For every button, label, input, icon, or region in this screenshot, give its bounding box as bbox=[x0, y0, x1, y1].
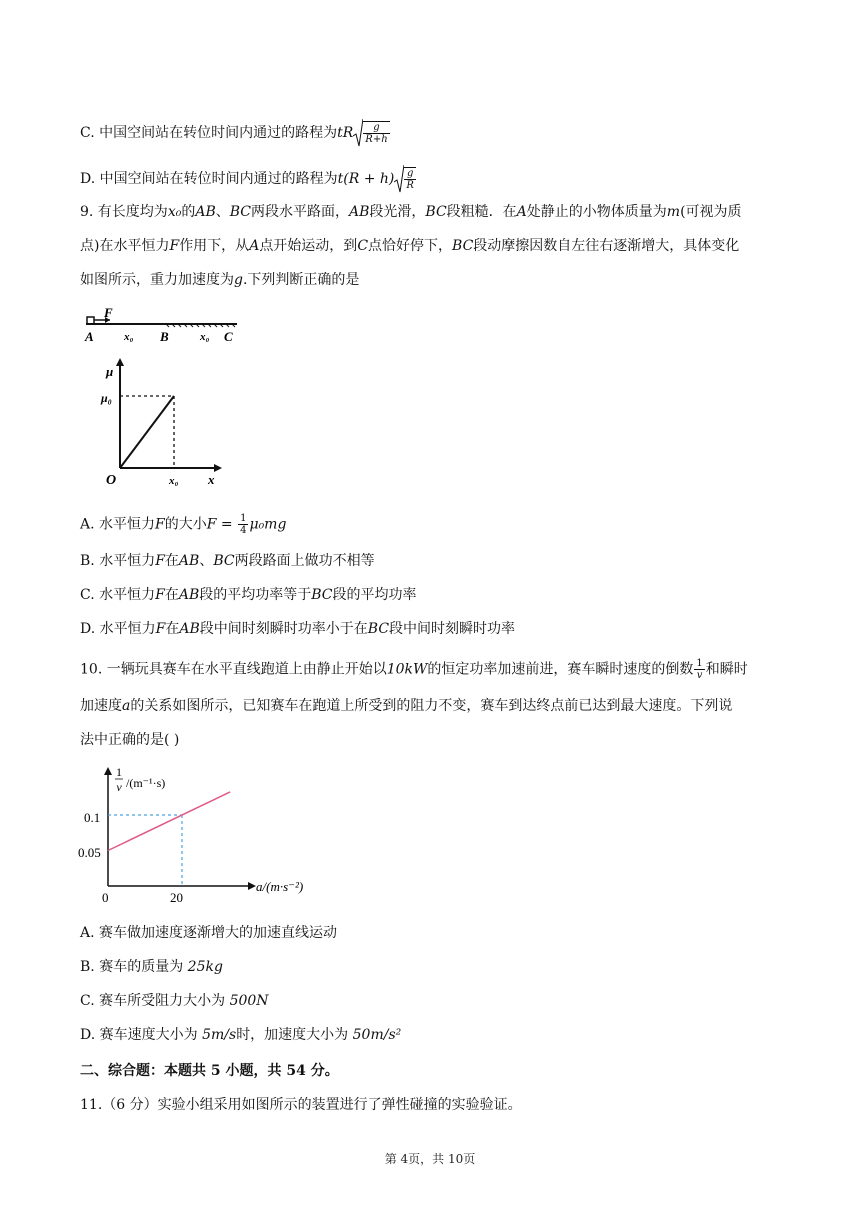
q10-option-c: C. 赛车所受阻力大小为 500N bbox=[80, 993, 269, 1009]
svg-text:C: C bbox=[224, 329, 233, 344]
q9-option-a: A. 水平恒力F的大小F = $\frac{1}{4}$ μ₀mg bbox=[80, 513, 287, 536]
q10-stem-line1: 10. 一辆玩具赛车在水平直线跑道上由静止开始以10kW的恒定功率加速前进，赛车瞬时速度的倒数 $\frac{1}{v}$ 和瞬时 bbox=[80, 658, 748, 681]
origin-label: O bbox=[106, 473, 117, 488]
q11-stem: 11.（6 分）实验小组采用如图所示的装置进行了弹性碰撞的实验验证。 bbox=[80, 1097, 522, 1113]
x-axis-label: x bbox=[208, 472, 215, 487]
y-label-unit: /(m⁻¹·s) bbox=[126, 776, 166, 790]
q9-option-c: C. 水平恒力F在AB段的平均功率等于BC段的平均功率 bbox=[80, 587, 417, 603]
y-tick-label: μ₀ bbox=[101, 391, 112, 405]
q10-option-a: A. 赛车做加速度逐渐增大的加速直线运动 bbox=[80, 925, 338, 941]
x-axis-arrow-icon bbox=[248, 882, 256, 890]
inverse-v-line bbox=[108, 792, 230, 851]
q9-stem-line3: 如图所示，重力加速度为g.下列判断正确的是 bbox=[80, 272, 360, 288]
x-axis-arrow-icon bbox=[214, 464, 222, 472]
y-tick-label-0.05: 0.05 bbox=[78, 845, 101, 860]
mu-line bbox=[120, 396, 174, 468]
block-icon bbox=[87, 317, 94, 324]
q8-option-d: D. 中国空间站在转位时间内通过的路程为t(R + h) $\frac{g}{R}$ bbox=[80, 164, 417, 194]
q10-option-d: D. 赛车速度大小为 5m/s时，加速度大小为 50m/s² bbox=[80, 1027, 402, 1043]
q10-inverse-v-graph bbox=[78, 762, 328, 906]
y-axis-arrow-icon bbox=[116, 358, 124, 366]
y-label-denominator: v bbox=[116, 780, 122, 794]
svg-text:F: F bbox=[104, 306, 113, 320]
x-tick-label-0: 0 bbox=[102, 890, 109, 905]
section-heading: 二、综合题：本题共 5 小题，共 54 分。 bbox=[80, 1063, 339, 1079]
svg-text:A: A bbox=[85, 329, 94, 344]
q9-track-diagram bbox=[82, 306, 247, 346]
q9-option-d: D. 水平恒力F在AB段中间时刻瞬时功率小于在BC段中间时刻瞬时功率 bbox=[80, 621, 516, 637]
q10-stem-line2: 加速度a的关系如图所示，已知赛车在跑道上所受到的阻力不变，赛车到达终点前已达到最大速度。下列说 bbox=[80, 698, 733, 714]
x-tick-label: x₀ bbox=[169, 475, 179, 487]
q9-stem-line1: 9. 有长度均为x₀的AB、BC两段水平路面，AB段光滑，BC段粗糙．在A处静止的小物体质量为m(可视为质 bbox=[80, 204, 742, 220]
y-tick-label-0.1: 0.1 bbox=[84, 810, 101, 825]
svg-text:B: B bbox=[160, 329, 169, 344]
sqrt-icon bbox=[353, 118, 363, 148]
y-axis-arrow-icon bbox=[104, 767, 112, 775]
q8-option-c: C. 中国空间站在转位时间内通过的路程为tR $\frac{g}{R+h}$ bbox=[80, 118, 391, 148]
page-footer: 第 4页，共 10页 bbox=[384, 1152, 476, 1166]
y-axis-label: μ bbox=[106, 364, 114, 379]
sqrt-icon bbox=[394, 164, 404, 194]
x-tick-label-20: 20 bbox=[170, 890, 183, 905]
q10-option-b: B. 赛车的质量为 25kg bbox=[80, 959, 223, 975]
q9-option-b: B. 水平恒力F在AB、BC两段路面上做功不相等 bbox=[80, 553, 375, 569]
x-axis-label: a/(m·s⁻²) bbox=[256, 879, 304, 894]
q9-stem-line2: 点)在水平恒力F作用下，从A点开始运动，到C点恰好停下，BC段动摩擦因数自左往右逐渐增大，具体变化 bbox=[80, 238, 740, 254]
svg-text:x₀: x₀ bbox=[124, 331, 134, 343]
svg-text:x₀: x₀ bbox=[200, 331, 210, 343]
q10-stem-line3: 法中正确的是( ) bbox=[80, 732, 180, 748]
y-label-numerator: 1 bbox=[116, 765, 122, 779]
q9-mu-x-graph bbox=[100, 352, 230, 492]
